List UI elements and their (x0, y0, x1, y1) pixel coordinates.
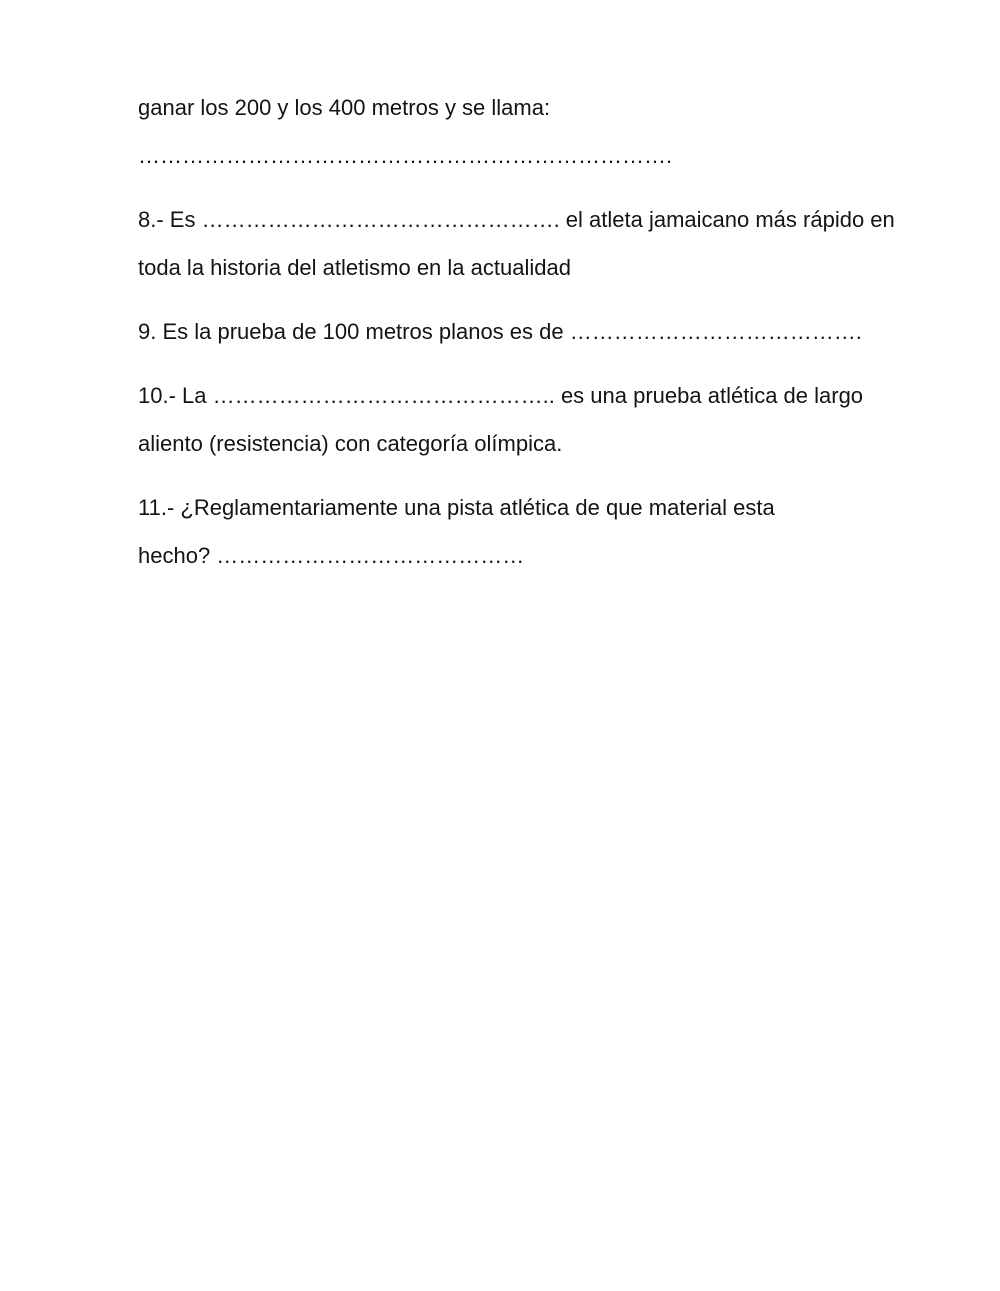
question-8-line-1: 8.- Es …………………………………………. el atleta jamaicano más rápido en (138, 207, 895, 232)
question-11-line-1: 11.- ¿Reglamentariamente una pista atlética de que material esta (138, 495, 775, 520)
question-11 (138, 484, 878, 580)
continuation-line-1: ganar los 200 y los 400 metros y se llama: (138, 95, 551, 120)
question-9-line-1: 9. Es la prueba de 100 metros planos es de …………………………………. (138, 319, 862, 344)
question-10 (138, 372, 878, 468)
question-8 (138, 196, 895, 292)
answer-blank-line: ………………………………………………………………. (138, 143, 673, 168)
question-11-line-2: hecho? …………………………………… (138, 543, 525, 568)
question-10-line-1: 10.- La ……………………………………….. es una prueba atlética de largo (138, 383, 864, 408)
question-9 (138, 308, 878, 356)
continuation-paragraph (138, 84, 878, 180)
question-8-line-2: toda la historia del atletismo en la actualidad (138, 255, 571, 280)
question-10-line-2: aliento (resistencia) con categoría olímpica. (138, 431, 563, 456)
